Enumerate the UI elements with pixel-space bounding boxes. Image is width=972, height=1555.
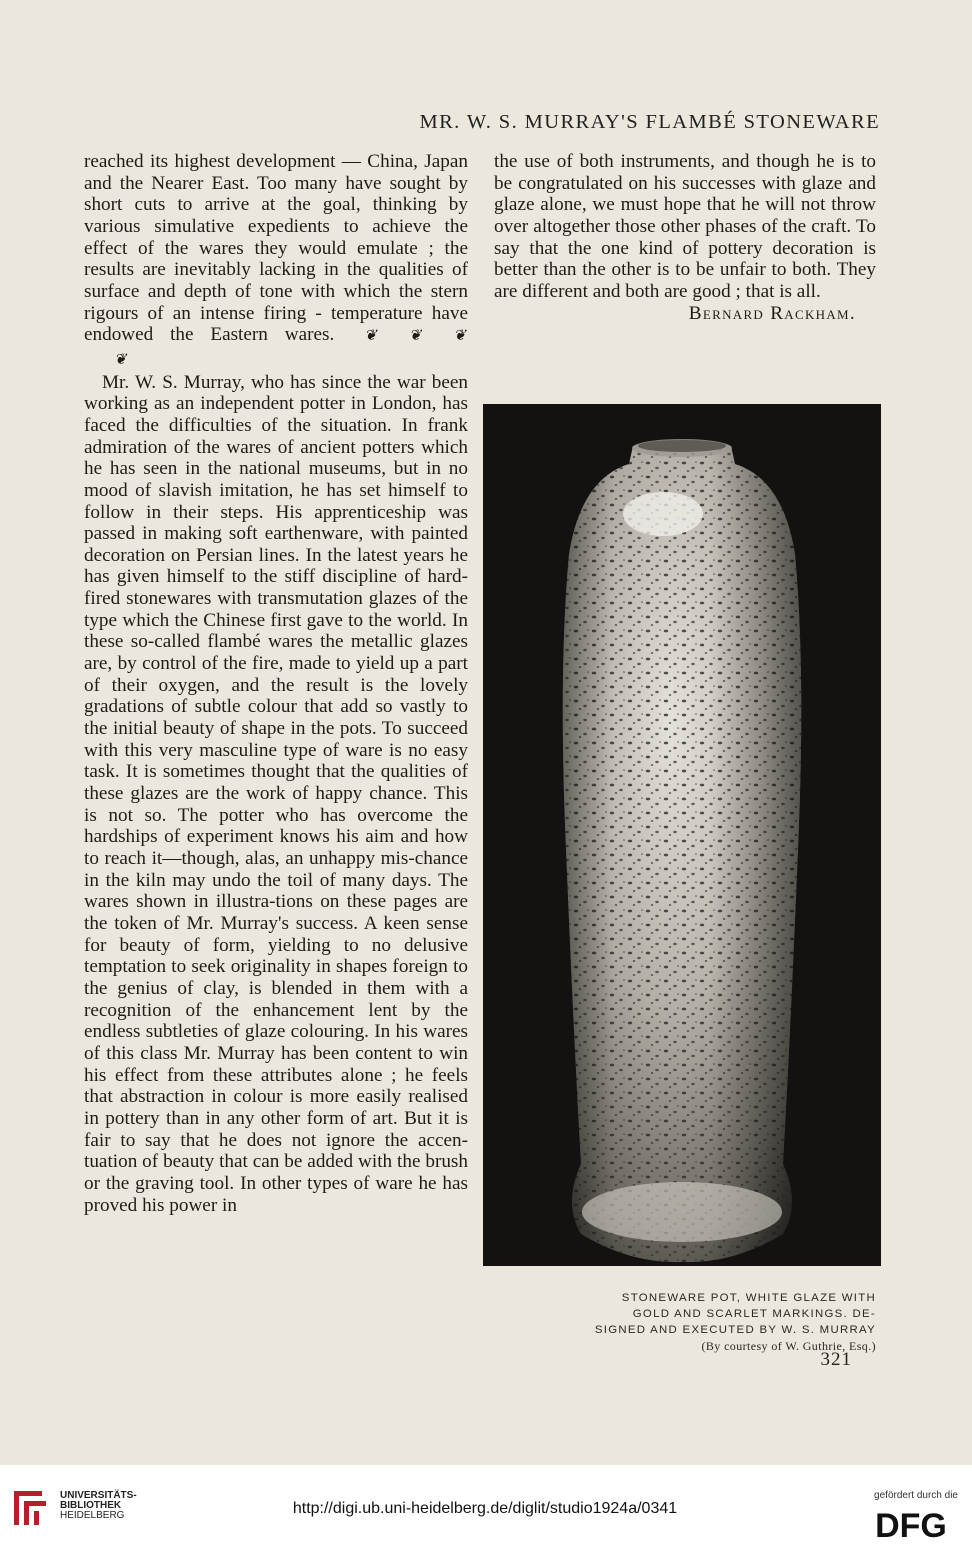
- caption-line-3: SIGNED AND EXECUTED BY W. S. MURRAY: [594, 1324, 876, 1336]
- paragraph-1: reached its highest development — China, Japan and the Nearer East. Too many have sought by short cuts to arrive at the goal, thinking by various simulative expedients to achieve the effect of the wares they would emulate ; the results are inevitably lacking in the qualities of surface and depth of tone with which the stern rigours of an intense firing - temperature have endowed the Eastern wares. ❦ ❦ ❦❦: [84, 151, 468, 368]
- author-signature: Bernard Rackham.: [688, 302, 856, 324]
- left-column: [84, 151, 468, 1216]
- source-url-link[interactable]: http://digi.ub.uni-heidelberg.de/diglit/studio1924a/0341: [292, 1500, 678, 1517]
- digitization-footer: [0, 1465, 972, 1555]
- figure-caption: [560, 1290, 876, 1354]
- ornament-leaves: ❦ ❦ ❦❦: [114, 328, 468, 368]
- funded-by-label: gefördert durch die: [874, 1490, 958, 1501]
- paragraph-2: Mr. W. S. Murray, who has since the war been working as an independent potter in London, has faced the difficulties of the situation. In frank admiration of the wares of ancient potters which he has seen in the national museums, but in no mood of slavish imitation, he has set himself to follow in their steps. His apprenticeship was passed in making soft earthenware, with painted decoration on Persian lines. In the latest years he has given himself to the stiff discipline of hard-fired stonewares with transmutation glazes of the type which the Chinese first gave to the world. In these so-called flambé wares the metallic glazes are, by control of the fire, made to yield up a part of their oxygen, and the result is the lovely gradations of subtle colour that add so vastly to the initial beauty of shape in the pots. To succeed with this very masculine type of ware is no easy task. It is sometimes thought that the qualities of these glazes are the work of happy chance. This is not so. The potter who has overcome the hardships of experiment knows his aim and how to reach it—though, alas, an unhappy mis-chance in the kiln may undo the toil of many days. The wares shown in illustra-tions on these pages are the token of Mr. Murray's success. A keen sense for beauty of form, yielding to no delusive temptation to seek originality in shapes foreign to the genius of clay, is blended in them with a recognition of the enhancement lent by the endless subtleties of glaze colouring. In his wares of this class Mr. Murray has been content to win his effect from these attributes alone ; he feels that abstraction in colour is more easily realised in pottery than in any other form of art. But it is fair to say that he does not ignore the accen-tuation of beauty that can be added with the brush or the graving tool. In other types of ware he has proved his power in: [84, 371, 468, 1216]
- university-library-logo[interactable]: [10, 1483, 54, 1531]
- stoneware-pot-photo: [483, 404, 881, 1266]
- library-name: UNIVERSITÄTS- BIBLIOTHEK HEIDELBERG: [60, 1490, 137, 1521]
- paragraph-3: the use of both instruments, and though he is to be congratulated on his successes with glaze and glaze alone, we must hope that he will not throw over altogether those other phases of the craft. To say that the one kind of pottery decoration is better than the other is to be unfair to both. They are different and both are good ; that is all.: [494, 151, 876, 302]
- right-column: [494, 151, 876, 324]
- caption-credit: (By courtesy of W. Guthrie, Esq.): [701, 1339, 876, 1353]
- page-number: 321: [820, 1349, 852, 1370]
- running-head: MR. W. S. MURRAY'S FLAMBÉ STONEWARE: [419, 111, 880, 133]
- caption-line-2: GOLD AND SCARLET MARKINGS. DE-: [632, 1308, 876, 1320]
- dfg-logo[interactable]: [864, 1507, 958, 1541]
- caption-line-1: STONEWARE POT, WHITE GLAZE WITH: [621, 1292, 876, 1304]
- vase-illustration: [483, 404, 881, 1266]
- svg-text:DFG: DFG: [875, 1507, 947, 1541]
